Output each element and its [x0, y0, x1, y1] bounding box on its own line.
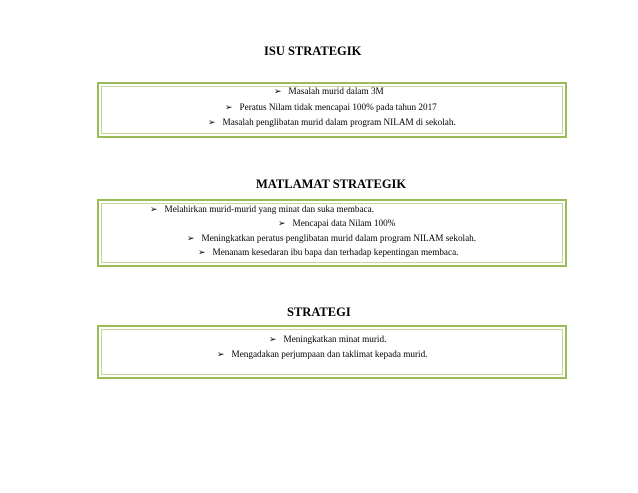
list-item: ➢ Meningkatkan minat murid. [269, 334, 387, 345]
arrow-bullet-icon: ➢ [274, 87, 282, 97]
section-heading-matlamat-strategik: MATLAMAT STRATEGIK [256, 177, 407, 191]
list-item: ➢ Melahirkan murid-murid yang minat dan suka membaca. [150, 204, 375, 215]
arrow-bullet-icon: ➢ [150, 205, 158, 215]
arrow-bullet-icon: ➢ [278, 219, 286, 229]
list-item: ➢ Meningkatkan peratus penglibatan murid dalam program NILAM sekolah. [187, 233, 477, 244]
section-heading-isu-strategik: ISU STRATEGIK [264, 44, 362, 58]
arrow-bullet-icon: ➢ [269, 335, 277, 345]
list-item: ➢ Masalah murid dalam 3M [274, 86, 384, 97]
list-item: ➢ Mengadakan perjumpaan dan taklimat kepada murid. [217, 349, 428, 360]
arrow-bullet-icon: ➢ [187, 234, 195, 244]
arrow-bullet-icon: ➢ [208, 118, 216, 128]
arrow-bullet-icon: ➢ [225, 103, 233, 113]
list-item: ➢ Mencapai data Nilam 100% [278, 218, 396, 229]
list-item: ➢ Menanam kesedaran ibu bapa dan terhadap kepentingan membaca. [198, 247, 459, 258]
list-item: ➢ Masalah penglibatan murid dalam program NILAM di sekolah. [208, 117, 456, 128]
list-item: ➢ Peratus Nilam tidak mencapai 100% pada tahun 2017 [225, 102, 437, 113]
arrow-bullet-icon: ➢ [198, 248, 206, 258]
arrow-bullet-icon: ➢ [217, 350, 225, 360]
section-heading-strategi: STRATEGI [287, 305, 351, 319]
